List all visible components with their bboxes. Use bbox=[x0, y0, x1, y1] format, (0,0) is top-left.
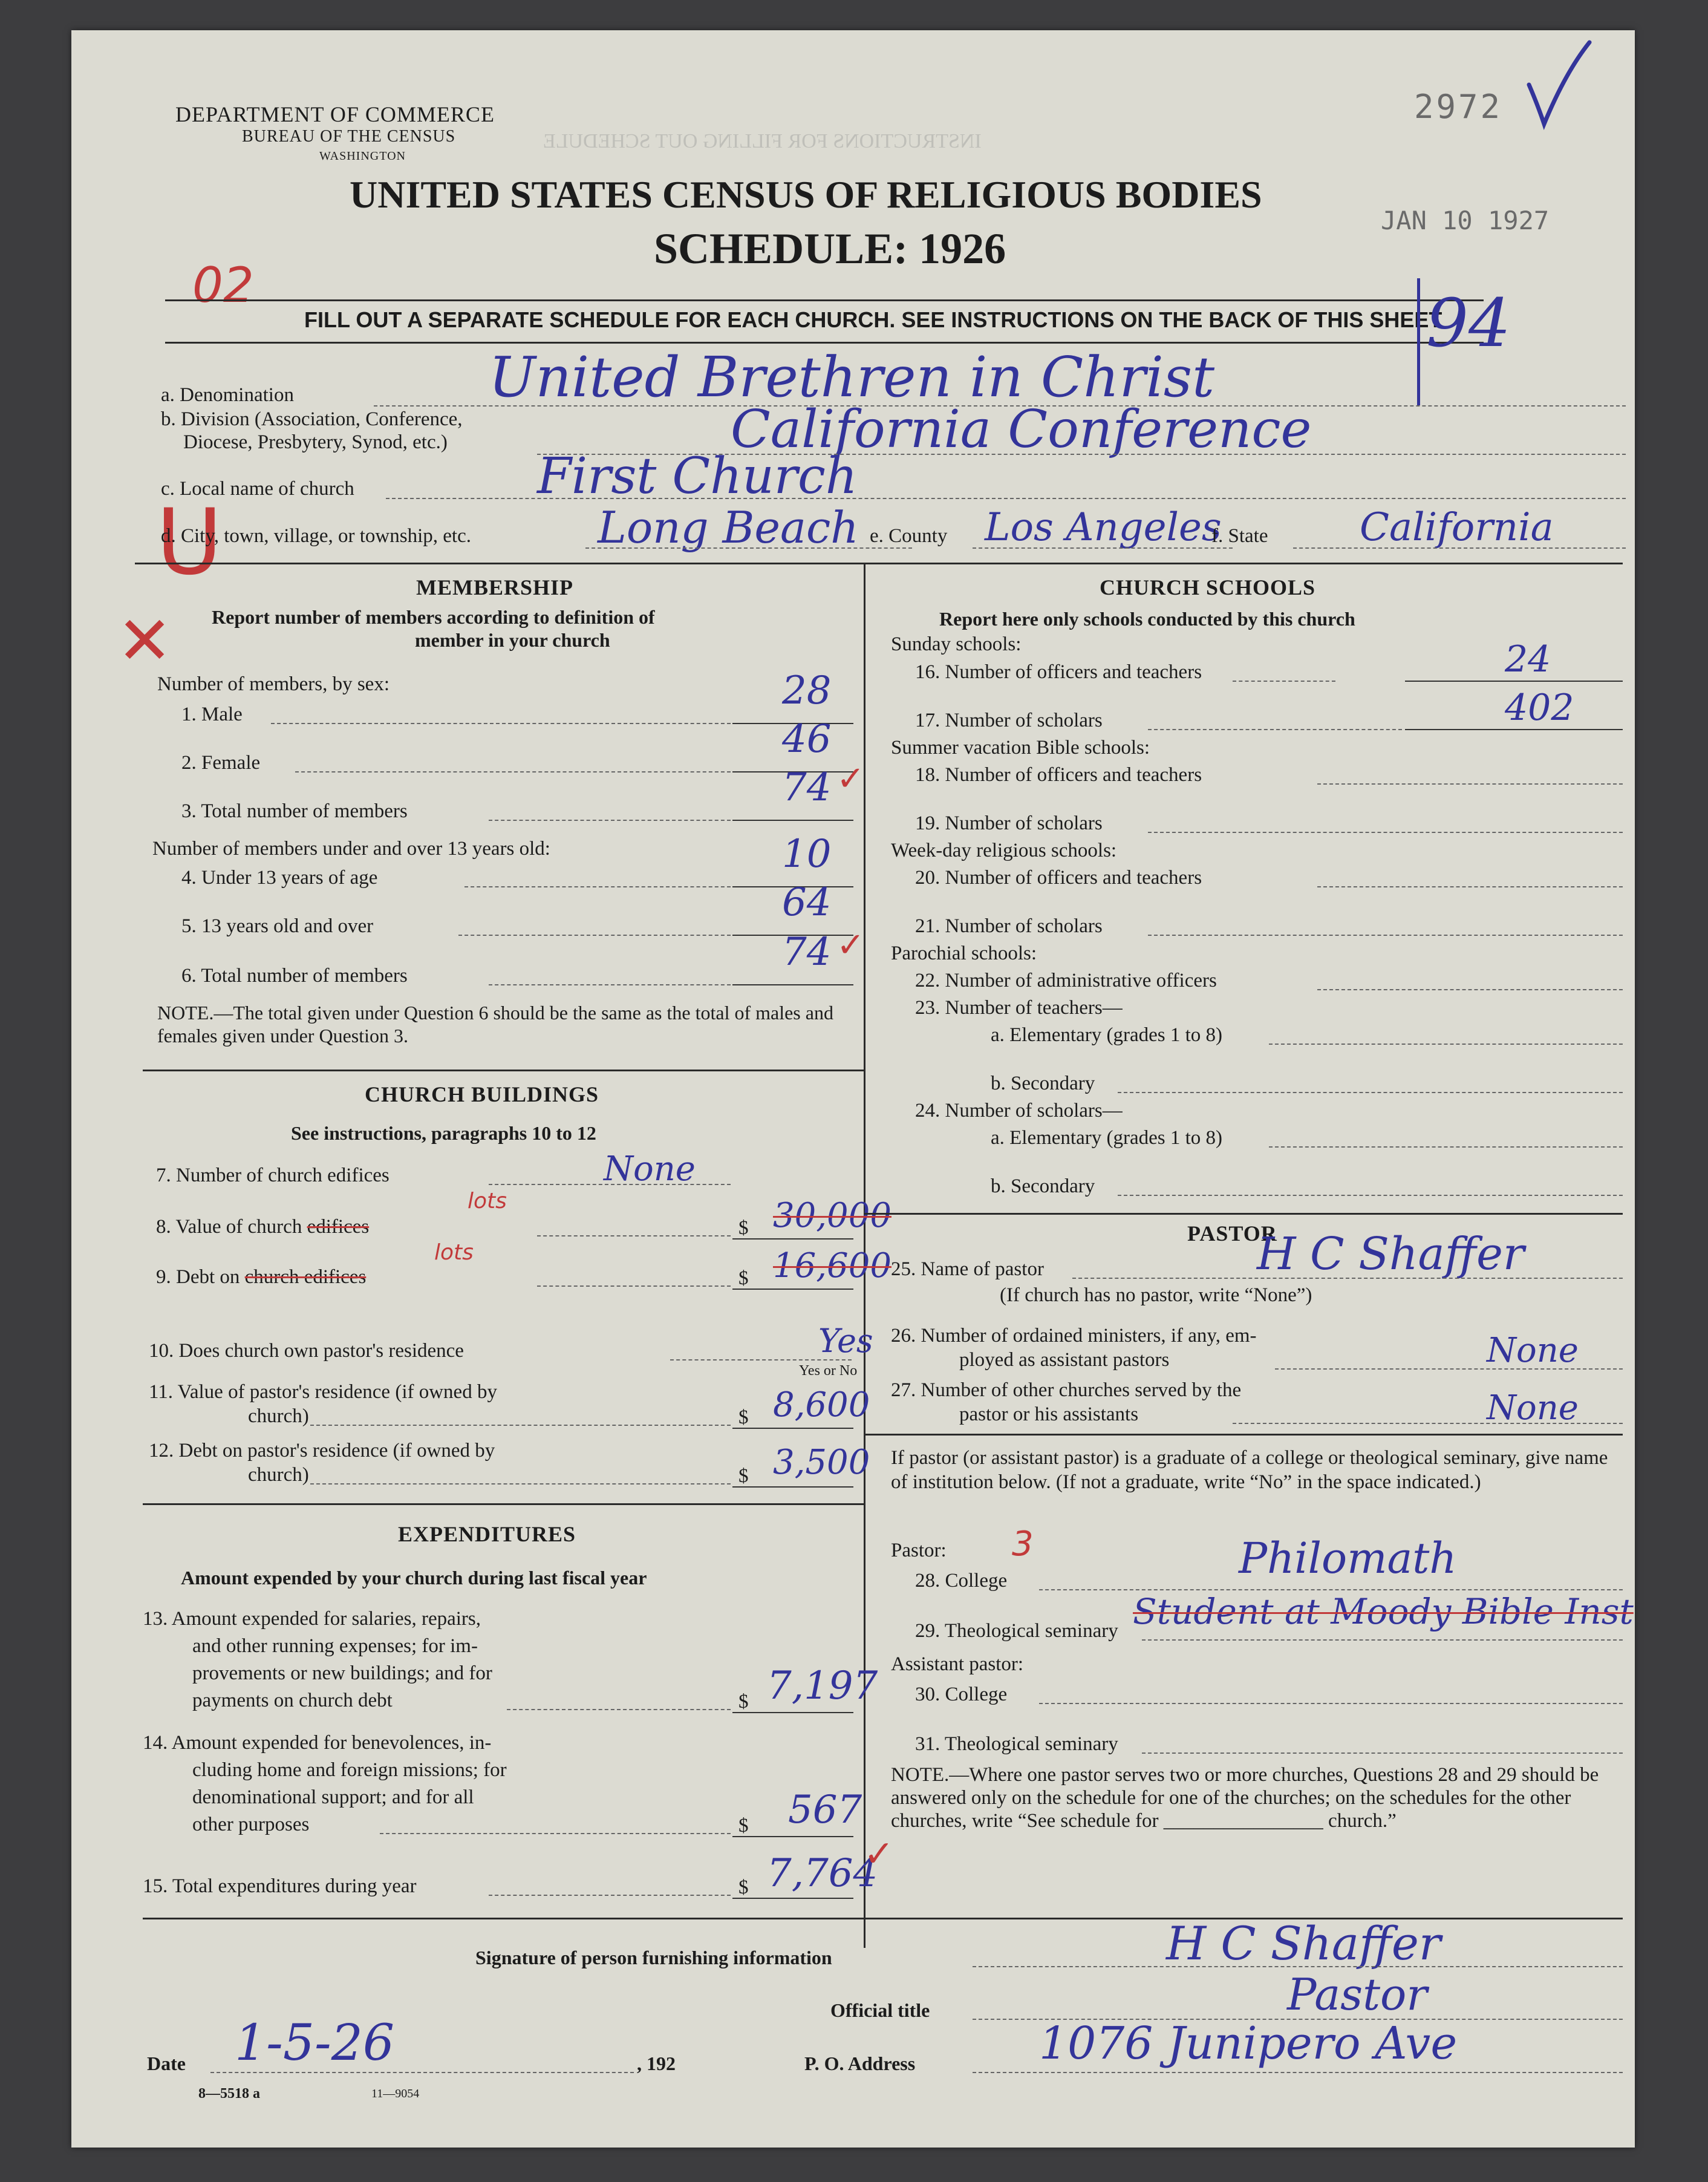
box-number: 94 bbox=[1426, 284, 1511, 362]
total-members-leader bbox=[489, 820, 731, 821]
assistant-ministers-leader bbox=[1275, 1368, 1623, 1370]
college-leader bbox=[1039, 1589, 1623, 1590]
residence-debt-label-2: church) bbox=[248, 1464, 309, 1486]
running-expenses-l2: and other running expenses; for im- bbox=[192, 1635, 478, 1657]
male-value: 28 bbox=[782, 668, 832, 713]
value-of-church-label bbox=[156, 1216, 369, 1238]
scholars-label: 24. Number of scholars— bbox=[915, 1100, 1123, 1122]
local-name-label: c. Local name of church bbox=[161, 478, 354, 500]
form-number: 8—5518 a bbox=[198, 2086, 260, 2102]
summer-scholars-label: 19. Number of scholars bbox=[915, 812, 1103, 834]
total-members-2-underline bbox=[732, 984, 853, 985]
residence-debt-value: 3,500 bbox=[773, 1443, 870, 1482]
buildings-bottom-rule bbox=[143, 1503, 864, 1505]
sunday-officers-underline bbox=[1405, 681, 1623, 682]
debt-on-church-value: 16,600 bbox=[773, 1246, 891, 1285]
owns-residence-hint: Yes or No bbox=[799, 1363, 858, 1379]
box-number-stroke bbox=[1417, 278, 1420, 405]
summer-scholars-leader bbox=[1148, 832, 1623, 833]
sunday-officers-label: 16. Number of officers and teachers bbox=[915, 661, 1202, 683]
college-value: Philomath bbox=[1239, 1534, 1457, 1583]
total-members-2-label: 6. Total number of members bbox=[181, 965, 408, 987]
document-title: UNITED STATES CENSUS OF RELIGIOUS BODIES bbox=[350, 173, 1262, 216]
debt-on-church-label-text: 9. Debt on bbox=[156, 1266, 245, 1288]
assistant-ministers-value: None bbox=[1487, 1331, 1579, 1370]
official-title-value: Pastor bbox=[1287, 1969, 1427, 2020]
sunday-scholars-underline bbox=[1405, 729, 1623, 730]
total-members-label: 3. Total number of members bbox=[181, 800, 408, 822]
assistant-pastor-label: Assistant pastor: bbox=[891, 1653, 1024, 1675]
margin-x-mark: ✕ bbox=[117, 602, 173, 679]
teachers-elementary-label: a. Elementary (grades 1 to 8) bbox=[991, 1024, 1223, 1046]
denomination-value: United Brethren in Christ bbox=[489, 345, 1215, 410]
parochial-schools-label: Parochial schools: bbox=[891, 942, 1037, 964]
buildings-subtitle: See instructions, paragraphs 10 to 12 bbox=[291, 1122, 596, 1144]
edifices-label: 7. Number of church edifices bbox=[156, 1164, 390, 1186]
membership-title: MEMBERSHIP bbox=[416, 575, 574, 599]
denomination-label: a. Denomination bbox=[161, 384, 294, 406]
stamp-number: 2972 bbox=[1414, 88, 1503, 126]
running-expenses-l1: 13. Amount expended for salaries, repairs, bbox=[143, 1608, 481, 1630]
residence-value-label-2: church) bbox=[248, 1405, 309, 1427]
expenditures-subtitle: Amount expended by your church during last fiscal year bbox=[181, 1567, 647, 1589]
signature-label: Signature of person furnishing information bbox=[475, 1947, 832, 1968]
residence-value-currency: $ bbox=[738, 1406, 749, 1428]
benevolences-l1: 14. Amount expended for benevolences, in- bbox=[143, 1732, 492, 1754]
residence-value-underline bbox=[732, 1428, 853, 1429]
running-expenses-l3: provements or new buildings; and for bbox=[192, 1662, 492, 1684]
county-value: Los Angeles bbox=[985, 505, 1222, 550]
edifices-leader bbox=[489, 1184, 731, 1185]
print-number: 11—9054 bbox=[371, 2087, 420, 2100]
other-churches-leader bbox=[1233, 1423, 1623, 1424]
admin-officers-label: 22. Number of administrative officers bbox=[915, 970, 1217, 991]
over-13-label: 5. 13 years old and over bbox=[181, 915, 374, 937]
check-mark-icon bbox=[1523, 36, 1596, 133]
total-members-underline bbox=[732, 820, 853, 821]
weekday-officers-leader bbox=[1317, 886, 1623, 887]
pastor-section-mark: 3 bbox=[1012, 1524, 1034, 1564]
assistant-ministers-l1: 26. Number of ordained ministers, if any, em- bbox=[891, 1325, 1257, 1347]
college-label: 28. College bbox=[915, 1570, 1008, 1592]
other-churches-value: None bbox=[1487, 1388, 1579, 1428]
running-expenses-underline bbox=[732, 1712, 853, 1713]
male-label: 1. Male bbox=[181, 704, 243, 725]
total-members-2-check-icon: ✓ bbox=[836, 926, 865, 965]
total-expenditures-leader bbox=[489, 1895, 731, 1896]
date-value: 1-5-26 bbox=[235, 2014, 395, 2072]
benevolences-underline bbox=[732, 1836, 853, 1837]
county-label: e. County bbox=[870, 525, 948, 547]
value-of-church-currency: $ bbox=[738, 1217, 749, 1239]
edifices-value: None bbox=[604, 1149, 696, 1189]
membership-bottom-rule bbox=[143, 1070, 864, 1071]
owns-residence-label: 10. Does church own pastor's residence bbox=[149, 1340, 464, 1362]
male-leader bbox=[271, 723, 731, 724]
debt-on-church-struck: church edifices bbox=[244, 1266, 367, 1288]
pastor-name-leader bbox=[1072, 1278, 1623, 1279]
under-13-leader bbox=[464, 886, 731, 887]
debt-on-church-leader bbox=[537, 1285, 731, 1287]
female-leader bbox=[295, 771, 731, 773]
pastor-mid-rule bbox=[864, 1434, 1623, 1436]
date-suffix: , 192 bbox=[637, 2053, 676, 2074]
header-rule-top bbox=[165, 299, 1484, 301]
membership-intro-1: Report number of members according to definition of bbox=[212, 606, 655, 628]
summer-officers-label: 18. Number of officers and teachers bbox=[915, 764, 1202, 786]
bureau-label: BUREAU OF THE CENSUS bbox=[242, 127, 456, 146]
census-schedule-sheet bbox=[71, 30, 1635, 2148]
pastor-section-label: Pastor: bbox=[891, 1540, 947, 1561]
total-expenditures-check-icon: ✓ bbox=[864, 1833, 895, 1875]
membership-intro-2: member in your church bbox=[415, 629, 610, 651]
benevolences-l4: other purposes bbox=[192, 1814, 310, 1835]
residence-value-leader bbox=[310, 1425, 731, 1426]
residence-value-label-1: 11. Value of pastor's residence (if owned by bbox=[149, 1381, 497, 1403]
schools-title: CHURCH SCHOOLS bbox=[1100, 575, 1316, 599]
expenditures-title: EXPENDITURES bbox=[398, 1522, 576, 1546]
value-of-church-label-text: 8. Value of church bbox=[156, 1216, 307, 1238]
weekday-schools-label: Week-day religious schools: bbox=[891, 840, 1117, 861]
under-13-value: 10 bbox=[782, 832, 832, 877]
seminary-value: Student at Moody Bible Inst bbox=[1133, 1591, 1634, 1632]
city-value: Long Beach bbox=[598, 502, 859, 553]
scholars-secondary-label: b. Secondary bbox=[991, 1175, 1095, 1197]
local-name-value: First Church bbox=[537, 448, 858, 505]
admin-officers-leader bbox=[1317, 989, 1623, 990]
benevolences-l3: denominational support; and for all bbox=[192, 1786, 474, 1808]
total-members-value: 74 bbox=[782, 765, 832, 810]
graduate-note: If pastor (or assistant pastor) is a graduate of a college or theological seminary, give name of institution below. (If not a graduate, write “No” in the space indicated.) bbox=[891, 1447, 1608, 1493]
residence-debt-underline bbox=[732, 1486, 853, 1488]
running-expenses-value: 7,197 bbox=[767, 1664, 878, 1708]
seminary-label: 29. Theological seminary bbox=[915, 1620, 1118, 1642]
schedule-title: SCHEDULE: 1926 bbox=[654, 224, 1006, 273]
state-value: California bbox=[1360, 505, 1554, 550]
total-members-check-icon: ✓ bbox=[836, 759, 865, 799]
value-of-church-struck: edifices bbox=[307, 1216, 370, 1238]
date-label: Date bbox=[147, 2053, 186, 2074]
header-rule-bottom bbox=[165, 342, 1484, 344]
date-stamp: JAN 10 1927 bbox=[1381, 206, 1550, 235]
signature-line bbox=[973, 1966, 1623, 1967]
teachers-label: 23. Number of teachers— bbox=[915, 997, 1123, 1019]
female-label: 2. Female bbox=[181, 752, 261, 774]
by-sex-label: Number of members, by sex: bbox=[157, 673, 390, 695]
summer-schools-label: Summer vacation Bible schools: bbox=[891, 737, 1150, 759]
female-value: 46 bbox=[782, 717, 832, 762]
scholars-elementary-label: a. Elementary (grades 1 to 8) bbox=[991, 1127, 1223, 1149]
debt-on-church-underline bbox=[732, 1289, 853, 1290]
value-of-church-value: 30,000 bbox=[773, 1196, 891, 1235]
county-line bbox=[973, 547, 1233, 549]
debt-on-church-insert: lots bbox=[434, 1240, 474, 1265]
benevolences-leader bbox=[380, 1833, 731, 1834]
signature-value: H C Shaffer bbox=[1166, 1916, 1441, 1970]
teachers-secondary-label: b. Secondary bbox=[991, 1073, 1095, 1094]
under-13-label: 4. Under 13 years of age bbox=[181, 867, 378, 889]
running-expenses-leader bbox=[507, 1709, 731, 1710]
state-label: f. State bbox=[1211, 525, 1268, 547]
total-expenditures-underline bbox=[732, 1898, 853, 1899]
assistant-seminary-label: 31. Theological seminary bbox=[915, 1733, 1118, 1755]
bleed-through-heading: INSTRUCTIONS FOR FILLING OUT SCHEDULE bbox=[543, 130, 982, 152]
teachers-secondary-leader bbox=[1118, 1092, 1623, 1093]
over-13-leader bbox=[458, 935, 731, 936]
other-churches-l1: 27. Number of other churches served by the bbox=[891, 1379, 1242, 1401]
total-expenditures-label: 15. Total expenditures during year bbox=[143, 1875, 417, 1897]
assistant-college-leader bbox=[1039, 1703, 1623, 1704]
schools-subtitle: Report here only schools conducted by this church bbox=[939, 608, 1355, 630]
city-line bbox=[585, 547, 912, 549]
sunday-schools-label: Sunday schools: bbox=[891, 633, 1022, 655]
residence-debt-leader bbox=[310, 1483, 731, 1485]
total-members-2-leader bbox=[489, 984, 731, 985]
pastor-name-label: 25. Name of pastor bbox=[891, 1258, 1044, 1280]
form-top-rule bbox=[135, 563, 1623, 564]
margin-code: 02 bbox=[192, 257, 254, 313]
debt-on-church-label bbox=[156, 1266, 366, 1289]
sunday-scholars-label: 17. Number of scholars bbox=[915, 710, 1103, 731]
debt-on-church-currency: $ bbox=[738, 1267, 749, 1289]
sunday-scholars-value: 402 bbox=[1505, 687, 1574, 729]
weekday-officers-label: 20. Number of officers and teachers bbox=[915, 867, 1202, 889]
owns-residence-value: Yes bbox=[818, 1322, 873, 1360]
state-line bbox=[1293, 547, 1626, 549]
division-label: b. Division (Association, Conference, bbox=[161, 408, 463, 430]
address-line bbox=[973, 2072, 1623, 2073]
benevolences-l2: cluding home and foreign missions; for bbox=[192, 1759, 507, 1781]
benevolences-currency: $ bbox=[738, 1815, 749, 1837]
assistant-college-label: 30. College bbox=[915, 1684, 1008, 1705]
sunday-scholars-leader bbox=[1148, 729, 1402, 730]
division-label-2: Diocese, Presbytery, Synod, etc.) bbox=[183, 431, 448, 453]
membership-note: NOTE.—The total given under Question 6 should be the same as the total of males and females given under Question 3. bbox=[157, 1002, 833, 1047]
residence-debt-currency: $ bbox=[738, 1465, 749, 1487]
pastor-title: PASTOR bbox=[1187, 1221, 1277, 1246]
seminary-leader bbox=[1142, 1639, 1623, 1641]
pastor-name-hint: (If church has no pastor, write “None”) bbox=[1000, 1284, 1312, 1306]
separate-schedule-instruction: FILL OUT A SEPARATE SCHEDULE FOR EACH CHURCH. SEE INSTRUCTIONS ON THE BACK OF THIS SHEET bbox=[304, 307, 1442, 332]
official-title-label: Official title bbox=[830, 1999, 930, 2021]
teachers-elementary-leader bbox=[1269, 1044, 1623, 1045]
summer-officers-leader bbox=[1317, 783, 1623, 785]
pastor-name-value: H C Shaffer bbox=[1257, 1228, 1525, 1280]
residence-value-value: 8,600 bbox=[773, 1385, 870, 1425]
scholars-secondary-leader bbox=[1118, 1195, 1623, 1196]
running-expenses-currency: $ bbox=[738, 1691, 749, 1713]
margin-letter-u: U bbox=[156, 490, 223, 595]
buildings-title: CHURCH BUILDINGS bbox=[365, 1082, 599, 1106]
by-age-label: Number of members under and over 13 years old: bbox=[152, 838, 550, 860]
total-expenditures-currency: $ bbox=[738, 1877, 749, 1898]
total-members-2-value: 74 bbox=[782, 930, 832, 975]
value-of-church-leader bbox=[537, 1235, 731, 1236]
local-name-line bbox=[386, 498, 1626, 499]
value-of-church-underline bbox=[732, 1238, 853, 1240]
date-line bbox=[210, 2072, 634, 2073]
weekday-scholars-leader bbox=[1148, 935, 1623, 936]
assistant-ministers-l2: ployed as assistant pastors bbox=[959, 1349, 1170, 1371]
division-value: California Conference bbox=[731, 399, 1312, 460]
assistant-seminary-leader bbox=[1142, 1752, 1623, 1754]
residence-debt-label-1: 12. Debt on pastor's residence (if owned by bbox=[149, 1440, 495, 1462]
sunday-officers-leader bbox=[1233, 681, 1335, 682]
value-of-church-insert: lots bbox=[468, 1189, 507, 1213]
total-expenditures-value: 7,764 bbox=[767, 1851, 878, 1896]
sunday-officers-value: 24 bbox=[1505, 638, 1551, 681]
weekday-scholars-label: 21. Number of scholars bbox=[915, 915, 1103, 937]
running-expenses-l4: payments on church debt bbox=[192, 1690, 393, 1711]
city-label: d. City, town, village, or township, etc. bbox=[161, 525, 471, 547]
over-13-value: 64 bbox=[782, 880, 832, 925]
department-label: DEPARTMENT OF COMMERCE bbox=[175, 102, 495, 126]
other-churches-l2: pastor or his assistants bbox=[959, 1403, 1139, 1425]
address-value: 1076 Junipero Ave bbox=[1039, 2017, 1458, 2069]
city-label: WASHINGTON bbox=[319, 149, 406, 163]
schools-bottom-rule bbox=[864, 1213, 1623, 1215]
address-label: P. O. Address bbox=[804, 2053, 916, 2074]
scholars-elementary-leader bbox=[1269, 1146, 1623, 1148]
owns-residence-leader bbox=[670, 1359, 852, 1360]
pastor-note: NOTE.—Where one pastor serves two or more churches, Questions 28 and 29 should be answered only on the schedule for one of the churches; on the schedules for the other churches, write “See schedule for ________________ church.” bbox=[891, 1764, 1599, 1832]
benevolences-value: 567 bbox=[788, 1788, 862, 1832]
